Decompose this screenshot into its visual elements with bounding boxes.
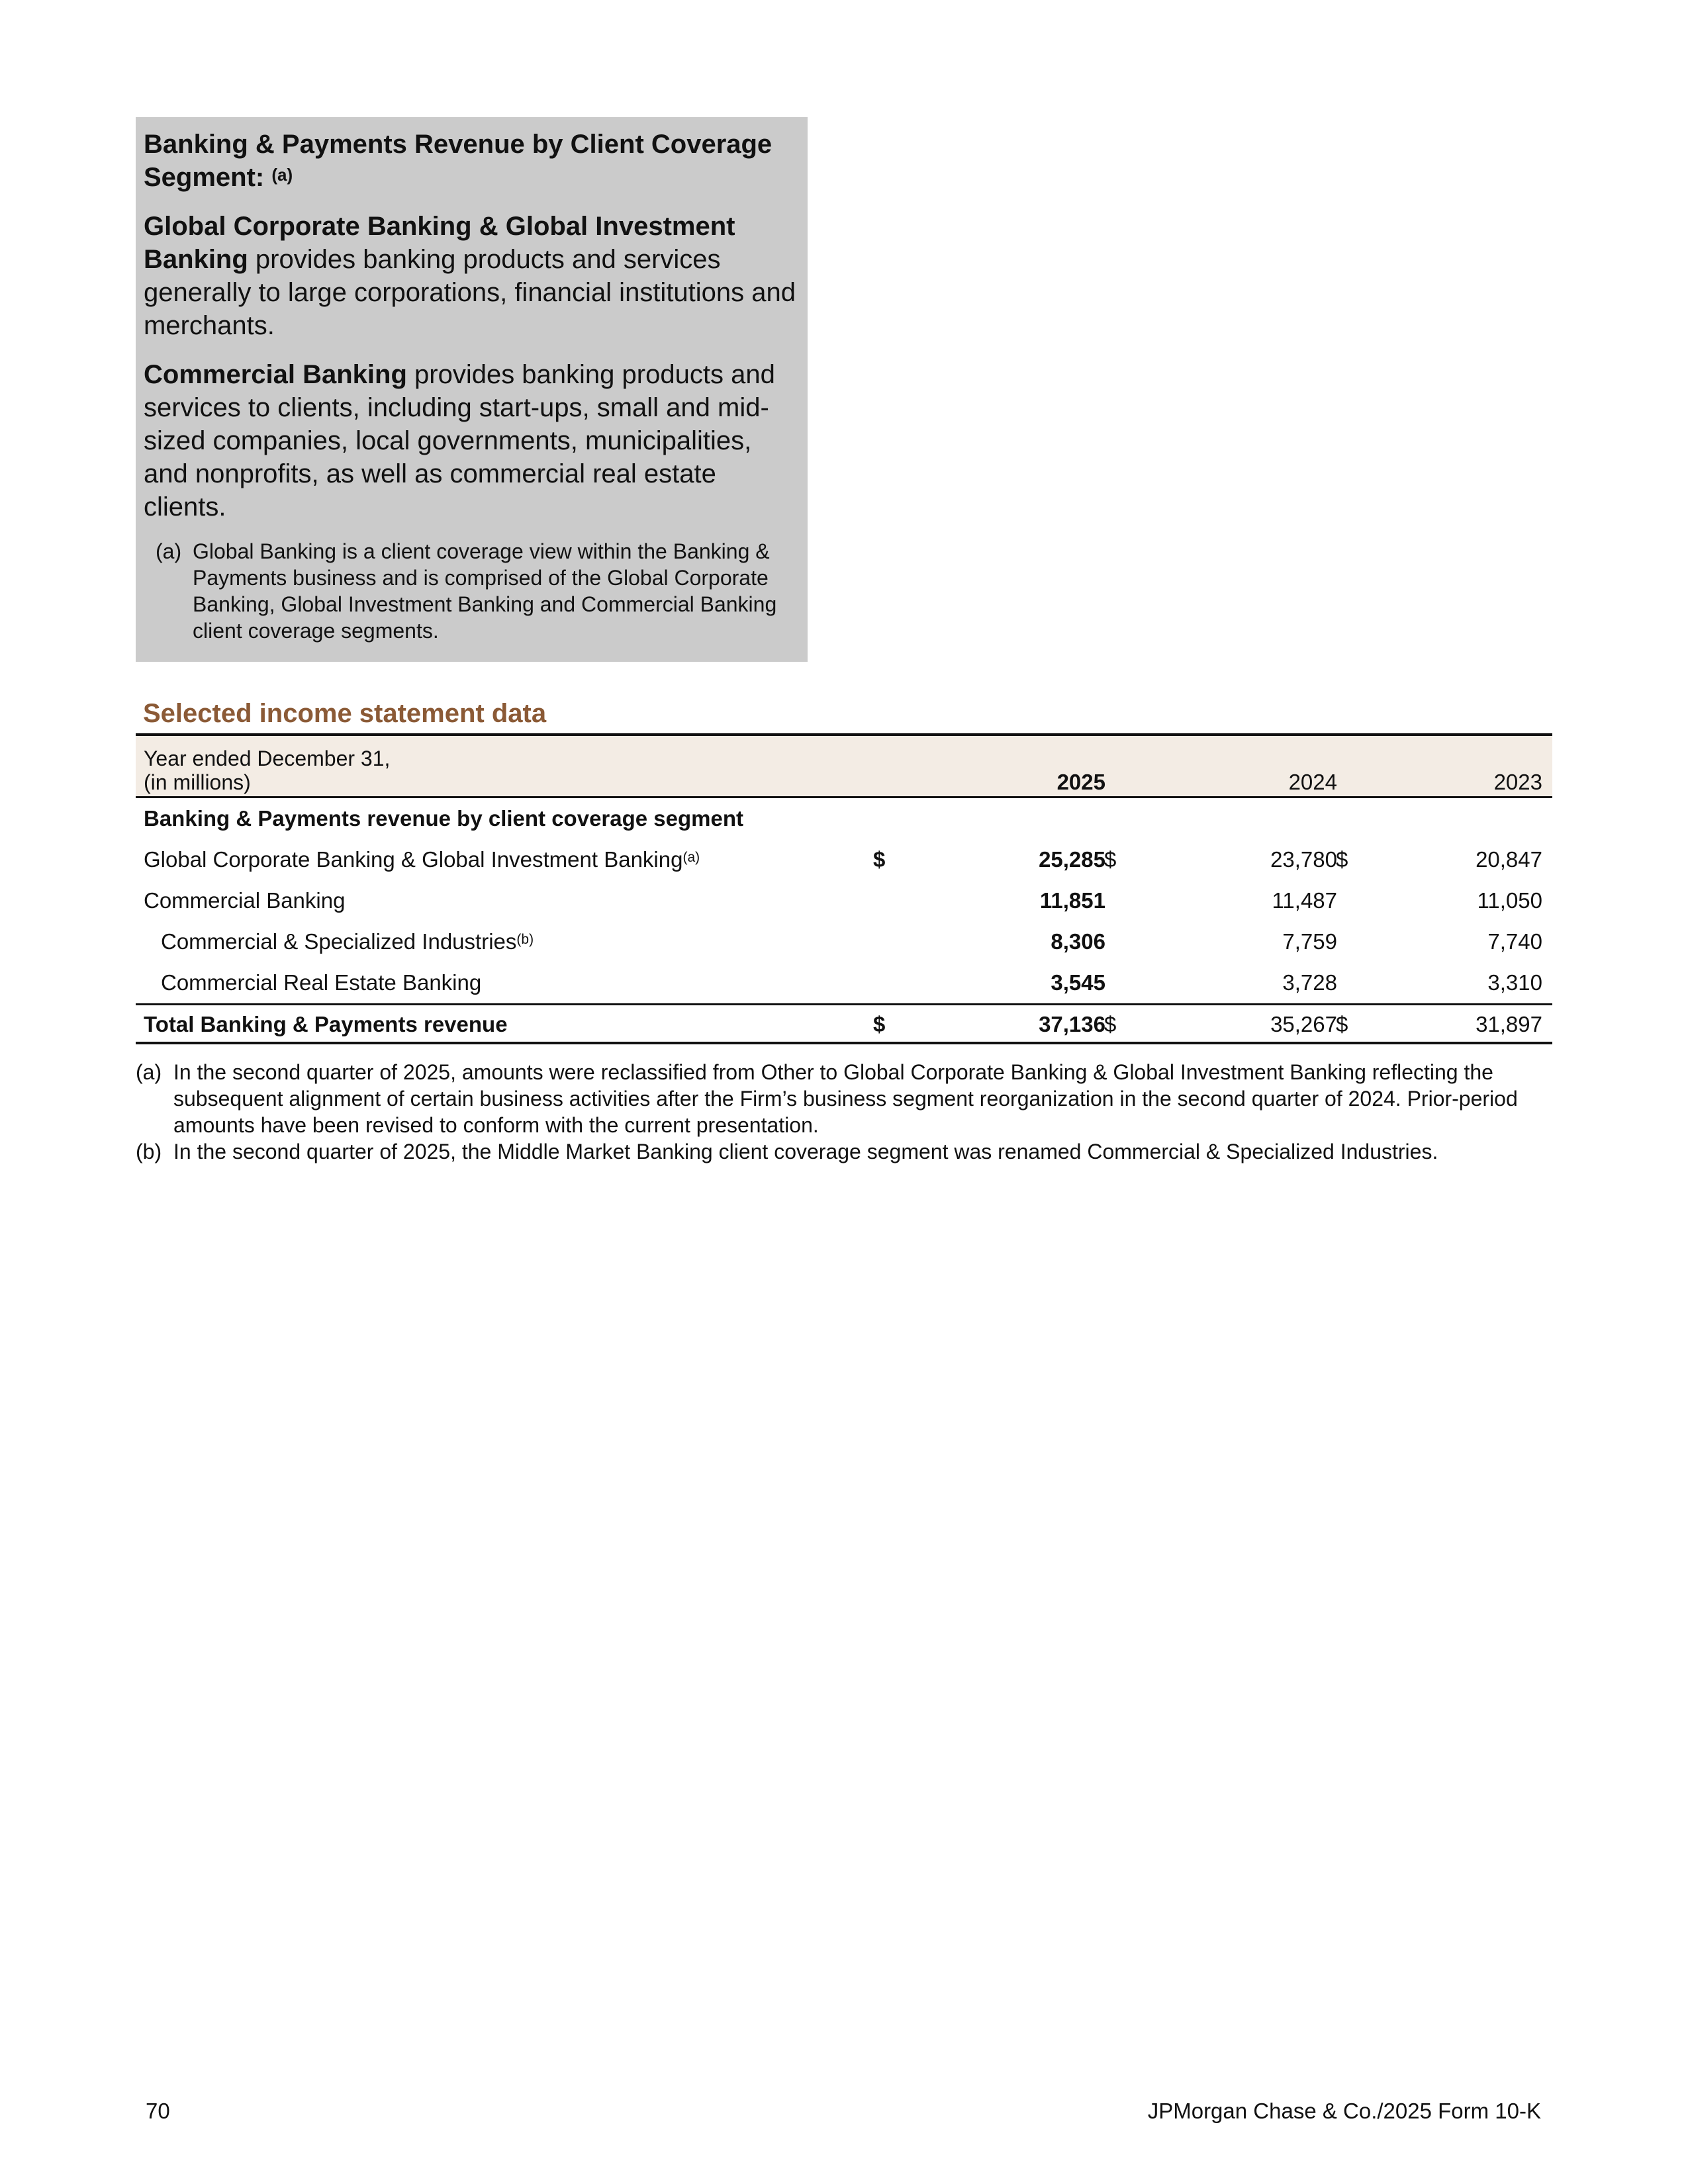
value-2023: 20,847: [1476, 847, 1542, 872]
title-note-mark: (a): [271, 165, 293, 185]
client-coverage-definition-box: [136, 117, 808, 662]
total-2024: 35,267: [1270, 1012, 1337, 1036]
table-row: [136, 880, 1552, 921]
table-subheader-row: [136, 798, 1552, 839]
table-total-row: [136, 1003, 1552, 1044]
value-2024: 11,487: [1272, 888, 1337, 913]
table-header: [136, 733, 1552, 798]
cb-definition: [144, 358, 800, 523]
row-note-mark: (b): [516, 932, 534, 947]
gcb-text: provides banking products and services generally to large corporations, financial institutions and merchants.: [144, 245, 796, 340]
footnote-mark: (a): [136, 1060, 162, 1084]
value-2023: 11,050: [1477, 888, 1542, 913]
row-label: Commercial Banking: [144, 888, 346, 913]
row-note-mark: (a): [682, 850, 700, 865]
year-header-2024: 2024: [1288, 770, 1337, 794]
footnote: [136, 1138, 1552, 1165]
year-header-2023: 2023: [1493, 770, 1542, 794]
dollar-sign: $: [873, 847, 886, 872]
table-footnotes: [136, 1059, 1552, 1165]
footnote-text: In the second quarter of 2025, amounts were reclassified from Other to Global Corporate Banking & Global Investment Banking reflecting the subsequent alignment of certain business activities after the Firm’s business segment reorganization in the second quarter of 2024. Prior-period amounts have been revised to conform with the current presentation.: [173, 1060, 1518, 1137]
footnote-mark: (b): [136, 1140, 162, 1163]
note-text: Global Banking is a client coverage view within the Banking & Payments business and is comprised of the Global Corporate Banking, Global Investment Banking and Commercial Banking client coverage segments.: [193, 539, 777, 643]
table-row: [136, 839, 1552, 880]
value-2025: 8,306: [1051, 929, 1105, 954]
footnote-text: In the second quarter of 2025, the Middle Market Banking client coverage segment was renamed Commercial & Specialized Industries.: [173, 1140, 1438, 1163]
row-label: Commercial Real Estate Banking: [161, 970, 482, 995]
dollar-sign: $: [1336, 847, 1348, 872]
table-row: [136, 962, 1552, 1003]
dollar-sign: $: [1104, 1012, 1117, 1036]
year-header-2025: 2025: [1056, 770, 1105, 794]
table-subheader: Banking & Payments revenue by client coverage segment: [144, 806, 744, 831]
section-title: Selected income statement data: [143, 699, 547, 728]
definition-box-title: Banking & Payments Revenue by Client Coverage Segment: $^{(a)}$: [144, 130, 773, 192]
page-number: 70: [146, 2099, 170, 2123]
value-2023: 3,310: [1487, 970, 1542, 995]
definition-box-note: [144, 538, 800, 644]
value-2025: 25,285: [1039, 847, 1105, 872]
dollar-sign: $: [873, 1012, 886, 1036]
table-header-label: Year ended December 31, (in millions): [144, 747, 391, 794]
value-2024: 3,728: [1282, 970, 1337, 995]
cb-text: provides banking products and services to clients, including start-ups, small and mid-sized companies, local governments, municipalities, and nonprofits, as well as commercial real estate clients.: [144, 360, 775, 522]
total-2025: 37,136: [1039, 1012, 1105, 1036]
dollar-sign: $: [1336, 1012, 1348, 1036]
value-2025: 11,851: [1039, 888, 1105, 913]
gcb-definition: [144, 210, 800, 342]
value-2025: 3,545: [1051, 970, 1105, 995]
dollar-sign: $: [1104, 847, 1117, 872]
footnote: [136, 1059, 1552, 1138]
value-2023: 7,740: [1487, 929, 1542, 954]
total-2023: 31,897: [1476, 1012, 1542, 1036]
table-row: [136, 921, 1552, 962]
row-label: Global Corporate Banking & Global Investment Banking$^{(a)}$: [144, 847, 700, 872]
note-mark: (a): [156, 539, 182, 563]
value-2024: 23,780: [1270, 847, 1337, 872]
row-label: Commercial & Specialized Industries$^{(b)}$: [161, 929, 534, 954]
cb-term: Commercial Banking: [144, 360, 407, 389]
income-statement-table: [136, 733, 1552, 1044]
total-label: Total Banking & Payments revenue: [144, 1012, 508, 1036]
value-2024: 7,759: [1282, 929, 1337, 954]
document-source: JPMorgan Chase & Co./2025 Form 10-K: [1147, 2099, 1541, 2123]
gcb-term: Global Corporate Banking & Global Investment Banking: [144, 212, 735, 274]
